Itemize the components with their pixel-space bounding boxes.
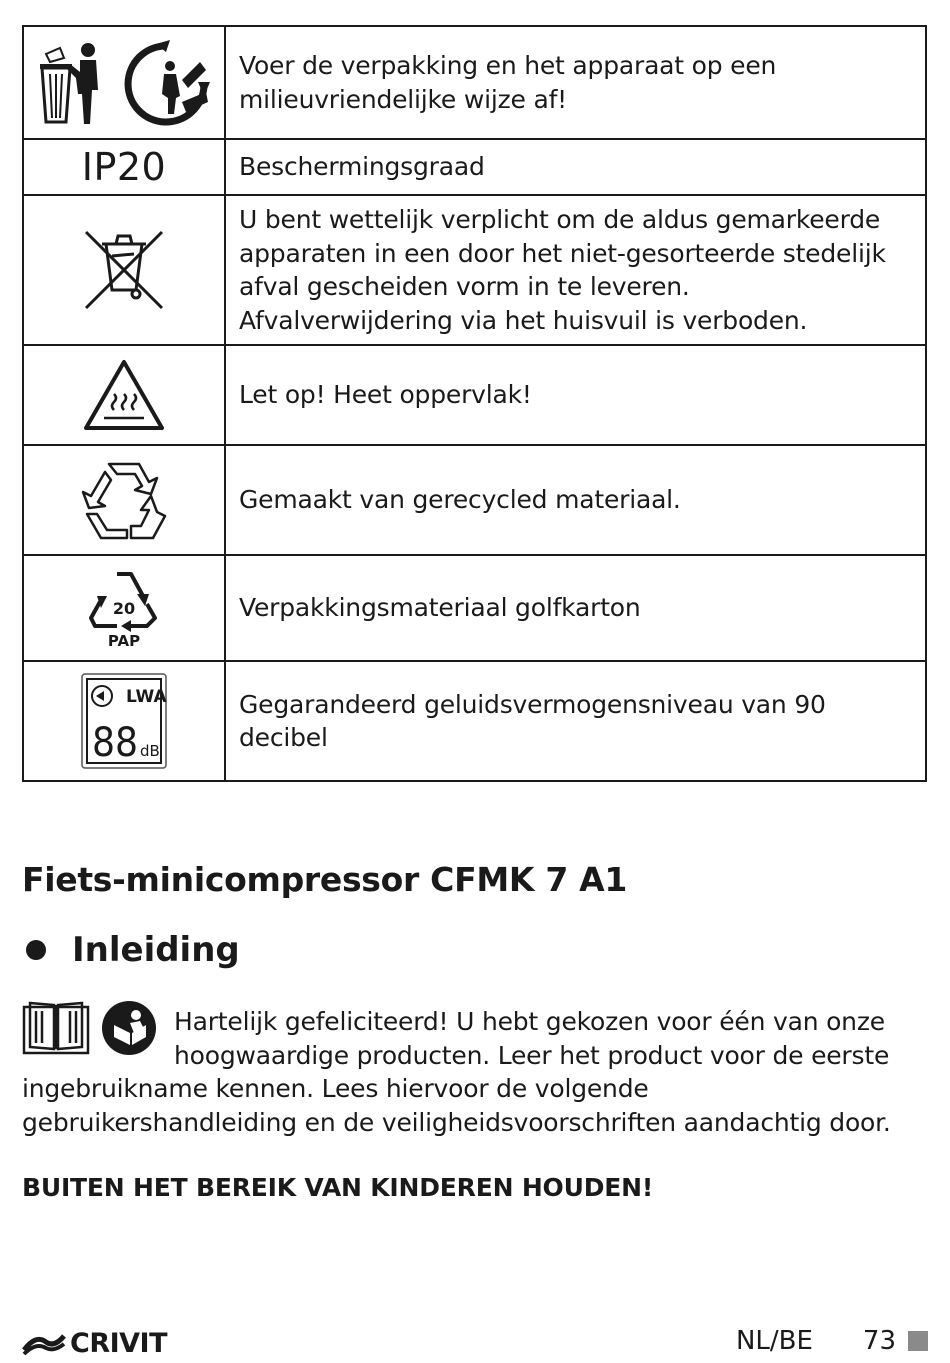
page-marker-icon	[908, 1331, 928, 1351]
symbol-row	[23, 445, 926, 555]
warning-text: BUITEN HET BEREIK VAN KINDEREN HOUDEN!	[22, 1173, 654, 1202]
bullet-icon	[26, 940, 46, 960]
sound-power-level-icon	[80, 672, 168, 770]
recycling-code-label: PAP	[107, 632, 141, 650]
brand-logo-icon	[22, 1332, 66, 1356]
page-number: 73	[862, 1326, 896, 1356]
symbol-row	[23, 195, 926, 345]
symbol-icon-cell	[23, 139, 225, 195]
footer-logo	[22, 1328, 167, 1359]
symbol-text: Verpakkingsmateriaal golfkarton	[225, 555, 926, 661]
recycled-material-icon	[79, 458, 169, 542]
symbols-table	[22, 25, 927, 782]
symbol-row	[23, 661, 926, 781]
symbol-text: Let op! Heet oppervlak!	[225, 345, 926, 445]
symbol-row	[23, 345, 926, 445]
sound-level-value: 88	[92, 720, 138, 766]
symbol-row	[23, 26, 926, 139]
symbol-text: Beschermingsgraad	[225, 139, 926, 195]
intro-paragraph	[22, 1005, 927, 1139]
ip-rating-icon: IP20	[81, 145, 167, 189]
symbol-text: U bent wettelijk verplicht om de aldus gemarkeerde apparaten in een door het niet-gesorteerde stedelijk afval gescheiden vorm in te leveren. Afvalverwijdering via het huisvuil is verboden.	[225, 195, 926, 345]
brand-name: CRIVIT	[70, 1328, 168, 1359]
section-heading	[22, 930, 240, 970]
symbol-icon-cell	[23, 26, 225, 139]
footer-page-info	[736, 1326, 928, 1356]
sound-level-unit: dB	[140, 742, 160, 760]
section-heading-text: Inleiding	[72, 930, 240, 970]
symbol-row	[23, 139, 926, 195]
symbol-icon-cell	[23, 661, 225, 781]
symbol-text: Gegarandeerd geluidsvermogensniveau van 90 decibel	[225, 661, 926, 781]
recycle-disposal-icon	[36, 38, 212, 128]
symbol-text: Voer de verpakking en het apparaat op een milieuvriendelijke wijze af!	[225, 26, 926, 139]
region-label: NL/BE	[735, 1326, 813, 1356]
hot-surface-warning-icon	[82, 358, 166, 432]
crossed-out-wheelie-bin-icon	[82, 228, 166, 312]
sound-level-label: LWA	[126, 687, 167, 707]
symbol-icon-cell	[23, 445, 225, 555]
symbol-icon-cell	[23, 345, 225, 445]
symbol-text: Gemaakt van gerecycled materiaal.	[225, 445, 926, 555]
symbol-icon-cell	[23, 195, 225, 345]
symbol-row	[23, 555, 926, 661]
recycling-code-number: 20	[112, 599, 136, 618]
intro-text: Hartelijk gefeliciteerd! U hebt gekozen voor één van onze hoogwaardige producten. Leer het product voor de eerste ingebruikname kennen. Lees hiervoor de volgende gebruikershandleiding en de veiligheidsvoorschriften aandachtig door.	[22, 1007, 891, 1137]
symbol-icon-cell	[23, 555, 225, 661]
page-title: Fiets-minicompressor CFMK 7 A1	[22, 860, 628, 899]
pap-20-recycling-code-icon	[87, 566, 161, 650]
